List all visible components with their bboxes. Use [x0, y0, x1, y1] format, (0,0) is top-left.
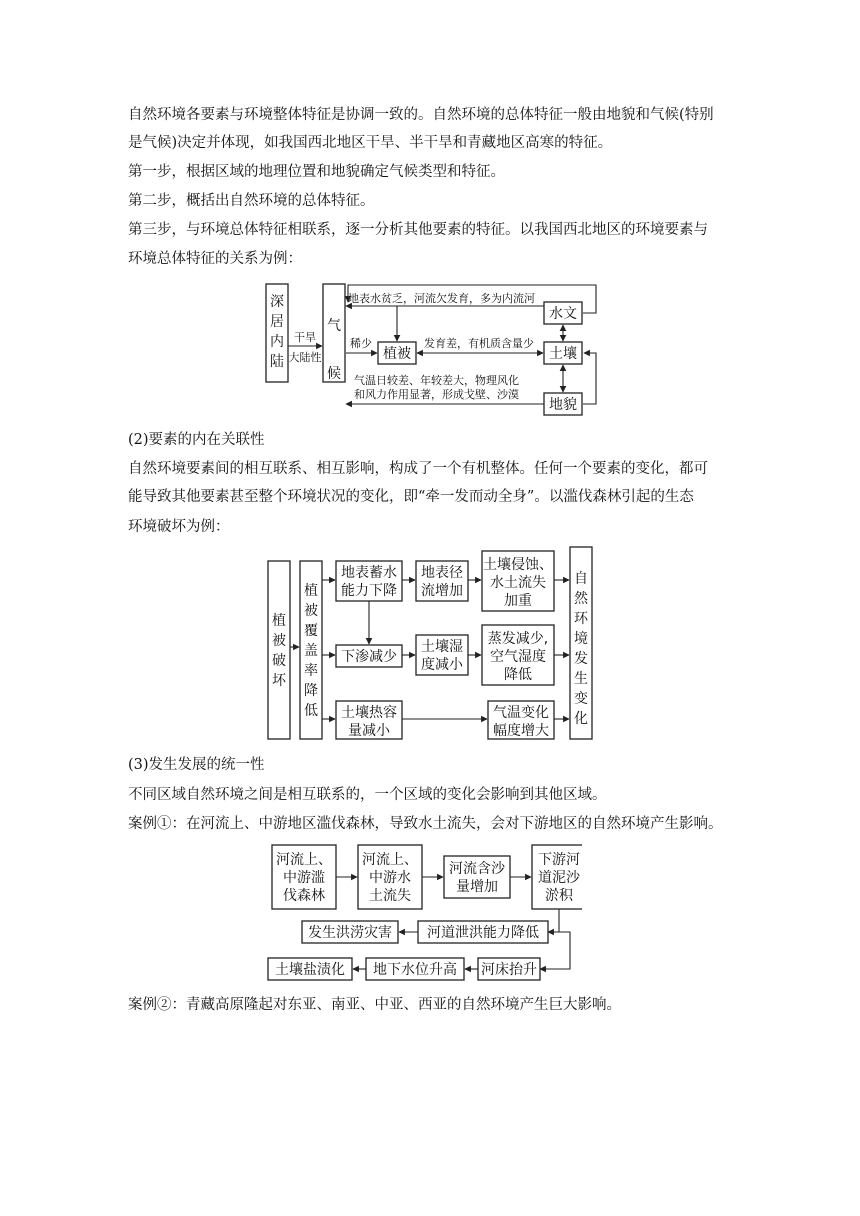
vegetation-label: 植被 — [383, 346, 411, 362]
flood-disaster-text: 发生洪涝灾害 — [308, 925, 392, 941]
veg-destruction-char: 坏 — [272, 673, 286, 689]
infiltration-decrease-text: 下渗减少 — [341, 649, 397, 665]
cover-decrease-char: 盖 — [304, 643, 318, 659]
storage-decline-text: 能力下降 — [341, 583, 397, 599]
drainage-capacity-text: 河道泄洪能力降低 — [427, 925, 539, 941]
evaporation-text: 蒸发减少, — [487, 631, 549, 647]
deep-inland-char: 深 — [270, 294, 284, 310]
section-2-line-2: 能导致其他要素甚至整个环境状况的变化，即“牵一发而动全身”。以滥伐森林引起的生态 — [128, 489, 694, 505]
arrow-label-continental: 大陆性 — [288, 351, 322, 364]
upstream-erosion-text: 土流失 — [369, 888, 411, 904]
sparse-label: 稀少 — [350, 337, 372, 350]
environment-change-char: 化 — [574, 711, 588, 727]
deep-inland-char: 陆 — [270, 354, 284, 370]
soil-relation-label: 发育差，有机质含量少 — [424, 337, 534, 350]
downstream-silting-text: 淤积 — [545, 888, 573, 904]
veg-destruction-char: 破 — [272, 653, 286, 669]
environment-change-char: 境 — [574, 631, 588, 647]
hydrology-label: 水文 — [549, 306, 577, 322]
runoff-increase-text: 地表径 — [421, 565, 463, 581]
environment-change-char: 然 — [574, 591, 588, 607]
section-3-line-1: 不同区域自然环境之间是相互联系的，一个区域的变化会影响到其他区域。 — [128, 787, 607, 803]
environment-change-char: 环 — [574, 611, 588, 627]
hydrology-relation-label: 地表水贫乏，河流欠发育，多为内流河 — [348, 292, 535, 305]
section-2-heading: (2)要素的内在关联性 — [128, 432, 265, 448]
case-2: 案例②：青藏高原隆起对东亚、南亚、中亚、西亚的自然环境产生巨大影响。 — [128, 997, 621, 1013]
heat-capacity-text: 量减小 — [348, 723, 390, 739]
step-1: 第一步，根据区域的地理位置和地貌确定气候类型和特征。 — [128, 164, 505, 180]
environment-change-char: 变 — [574, 691, 588, 707]
cover-decrease-char: 植 — [304, 583, 318, 599]
climate-char: 气 — [327, 318, 341, 334]
step-2: 第二步，概括出自然环境的总体特征。 — [128, 193, 375, 209]
upstream-deforestation-text: 伐森林 — [283, 888, 325, 904]
erosion-text: 土壤侵蚀、 — [483, 557, 553, 573]
cover-decrease-char: 率 — [304, 663, 318, 679]
arrow-label-arid: 干旱 — [294, 331, 316, 344]
environment-change-char: 生 — [574, 671, 588, 687]
environment-change-char: 自 — [574, 571, 588, 587]
upstream-erosion-text: 河流上、 — [362, 852, 418, 868]
deep-inland-char: 内 — [270, 334, 284, 350]
upstream-erosion-text: 中游水 — [369, 870, 411, 886]
landform-relation-label: 和风力作用显著，形成戈壁、沙漠 — [354, 388, 519, 401]
upstream-deforestation-text: 中游滥 — [283, 870, 325, 886]
veg-destruction-box — [268, 561, 290, 739]
intro-line-2: 是气候)决定并体现，如我国西北地区干旱、半干旱和青藏地区高寒的特征。 — [128, 135, 613, 151]
riverbed-rise-text: 河床抬升 — [481, 962, 537, 978]
groundwater-rise-text: 地下水位升高 — [373, 962, 457, 978]
soil-moisture-text: 土壤湿 — [421, 639, 463, 655]
downstream-silting-text: 道泥沙 — [538, 870, 580, 886]
landform-relation-label: 气温日较差、年较差大，物理风化 — [354, 374, 519, 387]
silting-to-drainage-arrow — [548, 909, 559, 932]
section-3-heading: (3)发生发展的统一性 — [128, 757, 265, 773]
cover-decrease-char: 降 — [304, 683, 318, 699]
evaporation-text: 降低 — [504, 667, 532, 683]
landform-loop-arrow — [583, 353, 596, 404]
landform-label: 地貌 — [549, 397, 577, 413]
section-2-line-1: 自然环境要素间的相互联系、相互影响，构成了一个有机整体。任何一个要素的变化，都可 — [128, 461, 708, 477]
upstream-deforestation-text: 河流上、 — [276, 852, 332, 868]
step-3-line-2: 环境总体特征的关系为例： — [128, 251, 302, 267]
northwest-relation-diagram — [262, 280, 607, 420]
soil-salinization-text: 土壤盐渍化 — [275, 962, 345, 978]
erosion-text: 加重 — [504, 593, 532, 609]
veg-destruction-char: 植 — [272, 613, 286, 629]
deep-inland-char: 居 — [270, 314, 284, 330]
section-2-line-3: 环境破坏为例： — [128, 519, 230, 535]
step-3-line-1: 第三步，与环境总体特征相联系，逐一分析其他要素的特征。以我国西北地区的环境要素与 — [128, 222, 708, 238]
environment-change-char: 发 — [574, 651, 588, 667]
deforestation-diagram — [262, 543, 598, 745]
erosion-text: 水土流失 — [490, 575, 546, 591]
evaporation-text: 空气湿度 — [490, 649, 546, 665]
runoff-increase-text: 流增加 — [421, 583, 463, 599]
veg-destruction-char: 被 — [272, 633, 286, 649]
heat-capacity-text: 土壤热容 — [341, 705, 397, 721]
downstream-silting-text: 下游河 — [538, 852, 580, 868]
river-case-diagram — [262, 840, 582, 986]
storage-decline-text: 地表蓄水 — [341, 565, 397, 581]
case-1: 案例①：在河流上、中游地区滥伐森林，导致水土流失，会对下游地区的自然环境产生影响。 — [128, 816, 723, 832]
soil-label: 土壤 — [549, 346, 577, 362]
cover-decrease-char: 被 — [304, 603, 318, 619]
sediment-increase-text: 量增加 — [456, 879, 498, 895]
cover-decrease-char: 覆 — [304, 623, 318, 639]
climate-char: 候 — [327, 366, 341, 382]
sediment-increase-text: 河流含沙 — [449, 861, 505, 877]
soil-moisture-text: 度减小 — [421, 657, 463, 673]
temperature-range-text: 幅度增大 — [493, 723, 549, 739]
cover-decrease-char: 低 — [304, 703, 318, 719]
temperature-range-text: 气温变化 — [493, 705, 549, 721]
intro-line-1: 自然环境各要素与环境整体特征是协调一致的。自然环境的总体特征一般由地貌和气候(特别 — [128, 107, 714, 123]
